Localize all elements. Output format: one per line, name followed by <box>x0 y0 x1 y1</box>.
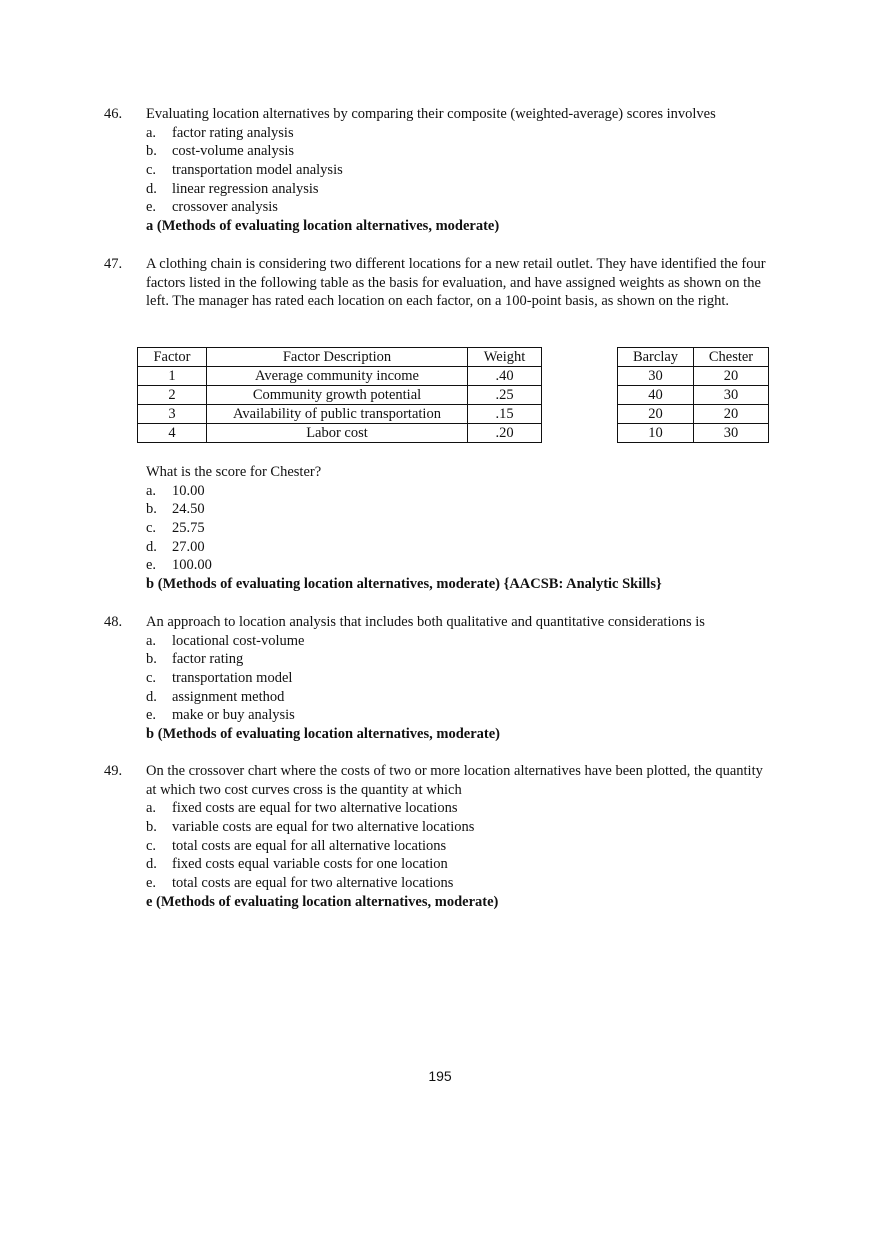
header-cell: Factor Description <box>207 348 468 367</box>
option-a: a. locational cost-volume <box>146 632 305 649</box>
option-d: d. linear regression analysis <box>146 180 319 197</box>
table-cell: 30 <box>618 367 694 386</box>
table-row <box>618 424 769 443</box>
header-cell: Factor <box>138 348 207 367</box>
option-b: b. 24.50 <box>146 501 205 518</box>
table-cell: 20 <box>618 405 694 424</box>
option-a: a. 10.00 <box>146 482 205 499</box>
table-cell: Community growth potential <box>207 386 468 405</box>
option-c: c. 25.75 <box>146 520 205 537</box>
table-row <box>138 424 542 443</box>
table-cell: Labor cost <box>207 424 468 443</box>
question-text: A clothing chain is considering two different locations for a new retail outlet. They have identified the four factors listed in the following table as the basis for evaluation, and have assigned weights as shown on the left. The manager has rated each location on each factor, on a 100-point basis, as shown on the right. <box>146 256 766 310</box>
table-cell: 2 <box>138 386 207 405</box>
option-d: d. 27.00 <box>146 538 205 555</box>
table-cell: 20 <box>694 405 769 424</box>
option-c: c. total costs are equal for all alternative locations <box>146 837 447 854</box>
option-e: e. total costs are equal for two alternative locations <box>146 875 454 892</box>
answer-key: b (Methods of evaluating location alternatives, moderate) <box>146 726 500 743</box>
answer-key: e (Methods of evaluating location alternatives, moderate) <box>146 893 499 910</box>
table-cell: 40 <box>618 386 694 405</box>
option-d: d. fixed costs equal variable costs for one location <box>146 856 448 873</box>
option-e: e. 100.00 <box>146 557 212 574</box>
table-cell: .20 <box>468 424 542 443</box>
option-a: a. fixed costs are equal for two alternative locations <box>146 800 458 817</box>
question-text: An approach to location analysis that includes both qualitative and quantitative considerations is <box>146 614 705 630</box>
option-c: c. transportation model analysis <box>146 162 343 179</box>
option-e: e. crossover analysis <box>146 199 278 216</box>
option-b: b. cost-volume analysis <box>146 143 295 160</box>
table-row <box>138 367 542 386</box>
answer-key: b (Methods of evaluating location alternatives, moderate) {AACSB: Analytic Skills} <box>146 576 662 593</box>
table-row <box>138 386 542 405</box>
question-prompt: What is the score for Chester? <box>146 464 322 480</box>
table-header-row <box>618 348 769 367</box>
option-e: e. make or buy analysis <box>146 707 295 724</box>
table-row <box>618 367 769 386</box>
rating-table <box>617 347 769 443</box>
option-d: d. assignment method <box>146 688 285 705</box>
table-cell: .25 <box>468 386 542 405</box>
factor-table <box>137 347 542 443</box>
question-number: 48. <box>104 614 123 630</box>
header-cell: Chester <box>694 348 769 367</box>
header-cell: Barclay <box>618 348 694 367</box>
table-header-row <box>138 348 542 367</box>
table-row <box>138 405 542 424</box>
option-b: b. factor rating <box>146 651 244 668</box>
question-number: 46. <box>104 106 123 122</box>
option-a: a. factor rating analysis <box>146 124 294 141</box>
option-list <box>146 463 662 594</box>
table-cell: 1 <box>138 367 207 386</box>
option-list <box>146 632 500 744</box>
table-row <box>618 386 769 405</box>
page-number: 195 <box>428 1068 452 1084</box>
table-cell: .15 <box>468 405 542 424</box>
option-b: b. variable costs are equal for two alternative locations <box>146 819 475 836</box>
option-list <box>146 124 499 236</box>
option-list <box>146 799 498 911</box>
question-text: Evaluating location alternatives by comparing their composite (weighted-average) scores involves <box>146 106 716 122</box>
table-cell: 4 <box>138 424 207 443</box>
table-cell: .40 <box>468 367 542 386</box>
table-cell: 30 <box>694 386 769 405</box>
option-c: c. transportation model <box>146 670 293 687</box>
table-cell: 3 <box>138 405 207 424</box>
answer-key: a (Methods of evaluating location alternatives, moderate) <box>146 218 500 235</box>
table-cell: Average community income <box>207 367 468 386</box>
question-number: 49. <box>104 763 123 779</box>
table-cell: Availability of public transportation <box>207 405 468 424</box>
question-text: On the crossover chart where the costs of two or more location alternatives have been plotted, the quantity at which two cost curves cross is the quantity at which <box>146 763 763 798</box>
table-cell: 20 <box>694 367 769 386</box>
table-cell: 30 <box>694 424 769 443</box>
question-number: 47. <box>104 256 123 272</box>
header-cell: Weight <box>468 348 542 367</box>
table-row <box>618 405 769 424</box>
table-cell: 10 <box>618 424 694 443</box>
